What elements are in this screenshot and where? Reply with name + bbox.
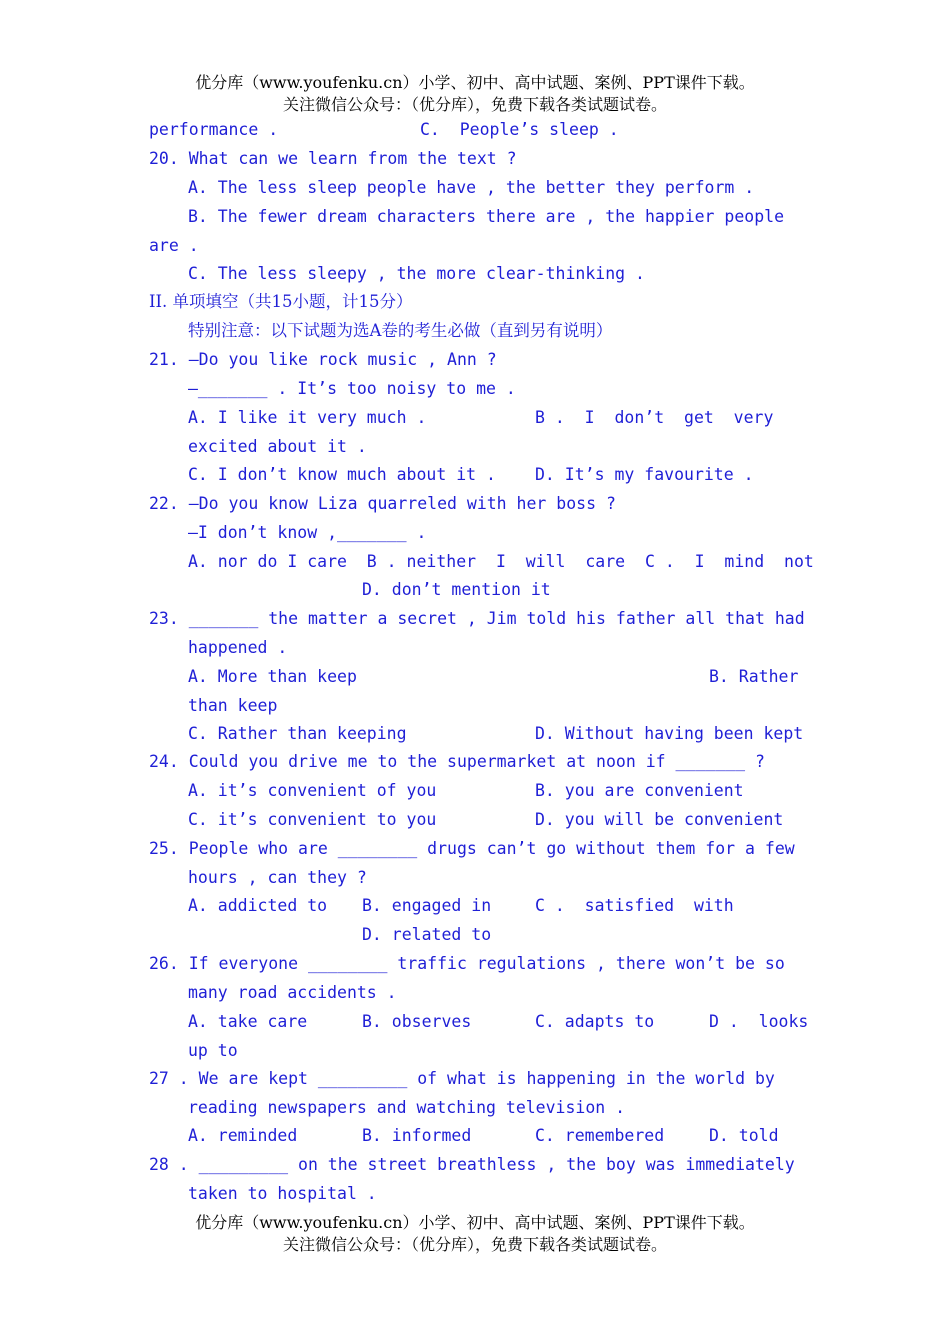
q19-tail-text: performance . (149, 120, 279, 139)
q25-stem-line1: 25. People who are ________ drugs can’t go without them for a few (149, 839, 795, 858)
q28-stem-line2: taken to hospital . (188, 1184, 377, 1203)
q27-option-d: D. told (709, 1126, 779, 1145)
q21-option-b-line2: excited about it . (188, 437, 367, 456)
q28-stem-line1: 28 . _________ on the street breathless , the boy was immediately (149, 1155, 795, 1174)
q23-stem-line1: 23. _______ the matter a secret , Jim told his father all that had (149, 609, 805, 628)
q26-option-d-line1: D . looks (709, 1012, 809, 1031)
q24-option-d: D. you will be convenient (535, 810, 784, 829)
q20-stem: 20. What can we learn from the text ? (149, 149, 517, 168)
q20-option-b-line2: are . (149, 236, 199, 255)
q26-option-d-line2: up to (188, 1041, 238, 1060)
q25-option-d: D. related to (362, 925, 492, 944)
q23-option-b-line1: B. Rather (709, 667, 799, 686)
q26-option-b: B. observes (362, 1012, 472, 1031)
q21-option-d: D. It’s my favourite . (535, 465, 754, 484)
q23-option-d: D. Without having been kept (535, 724, 804, 743)
q21-option-b-line1: B . I don’t get very (535, 408, 774, 427)
q27-option-c: C. remembered (535, 1126, 665, 1145)
q26-stem-line1: 26. If everyone ________ traffic regulations , there won’t be so (149, 954, 785, 973)
q20-option-b-line1: B. The fewer dream characters there are , the happier people (188, 207, 785, 226)
q21-option-a: A. I like it very much . (188, 408, 427, 427)
q27-stem-line2: reading newspapers and watching television . (188, 1098, 626, 1117)
q23-stem-line2: happened . (188, 638, 288, 657)
q23-option-a: A. More than keep (188, 667, 357, 686)
q25-option-c: C . satisfied with (535, 896, 734, 915)
section-2-title: II. 单项填空（共15小题，计15分） (149, 292, 413, 311)
q25-option-a: A. addicted to (188, 896, 328, 915)
q24-stem: 24. Could you drive me to the supermarket at noon if _______ ? (149, 752, 765, 771)
q21-stem: 21. —Do you like rock music , Ann ? (149, 350, 497, 369)
q26-option-a: A. take care (188, 1012, 308, 1031)
q22-options-abc: A. nor do I care B . neither I will care C . I mind not (188, 552, 814, 571)
header-line-2: 关注微信公众号：（优分库），免费下载各类试题试卷。 (282, 95, 667, 114)
q27-option-b: B. informed (362, 1126, 472, 1145)
q23-option-c: C. Rather than keeping (188, 724, 407, 743)
header-line-1: 优分库（www.youfenku.cn）小学、初中、高中试题、案例、PPT课件下载。 (195, 73, 755, 92)
q21-reply: —_______ . It’s too noisy to me . (188, 379, 516, 398)
q22-stem: 22. —Do you know Liza quarreled with her boss ? (149, 494, 616, 513)
q20-option-c: C. The less sleepy , the more clear-thinking . (188, 264, 645, 283)
q27-option-a: A. reminded (188, 1126, 298, 1145)
q22-reply: —I don’t know ,_______ . (188, 523, 427, 542)
q22-option-d: D. don’t mention it (362, 580, 551, 599)
q25-stem-line2: hours , can they ? (188, 868, 367, 887)
q25-option-b: B. engaged in (362, 896, 492, 915)
section-2-note: 特别注意：以下试题为选A卷的考生必做（直到另有说明） (188, 321, 613, 340)
q26-stem-line2: many road accidents . (188, 983, 397, 1002)
footer-line-2: 关注微信公众号：（优分库），免费下载各类试题试卷。 (282, 1235, 667, 1254)
footer-line-1: 优分库（www.youfenku.cn）小学、初中、高中试题、案例、PPT课件下载。 (195, 1213, 755, 1232)
q24-option-b: B. you are convenient (535, 781, 744, 800)
q23-option-b-line2: than keep (188, 696, 278, 715)
q19-option-c: C. People’s sleep . (420, 120, 619, 139)
q27-stem-line1: 27 . We are kept _________ of what is happening in the world by (149, 1069, 775, 1088)
q26-option-c: C. adapts to (535, 1012, 655, 1031)
q24-option-a: A. it’s convenient of you (188, 781, 437, 800)
q20-option-a: A. The less sleep people have , the better they perform . (188, 178, 755, 197)
q21-option-c: C. I don’t know much about it . (188, 465, 496, 484)
q24-option-c: C. it’s convenient to you (188, 810, 437, 829)
